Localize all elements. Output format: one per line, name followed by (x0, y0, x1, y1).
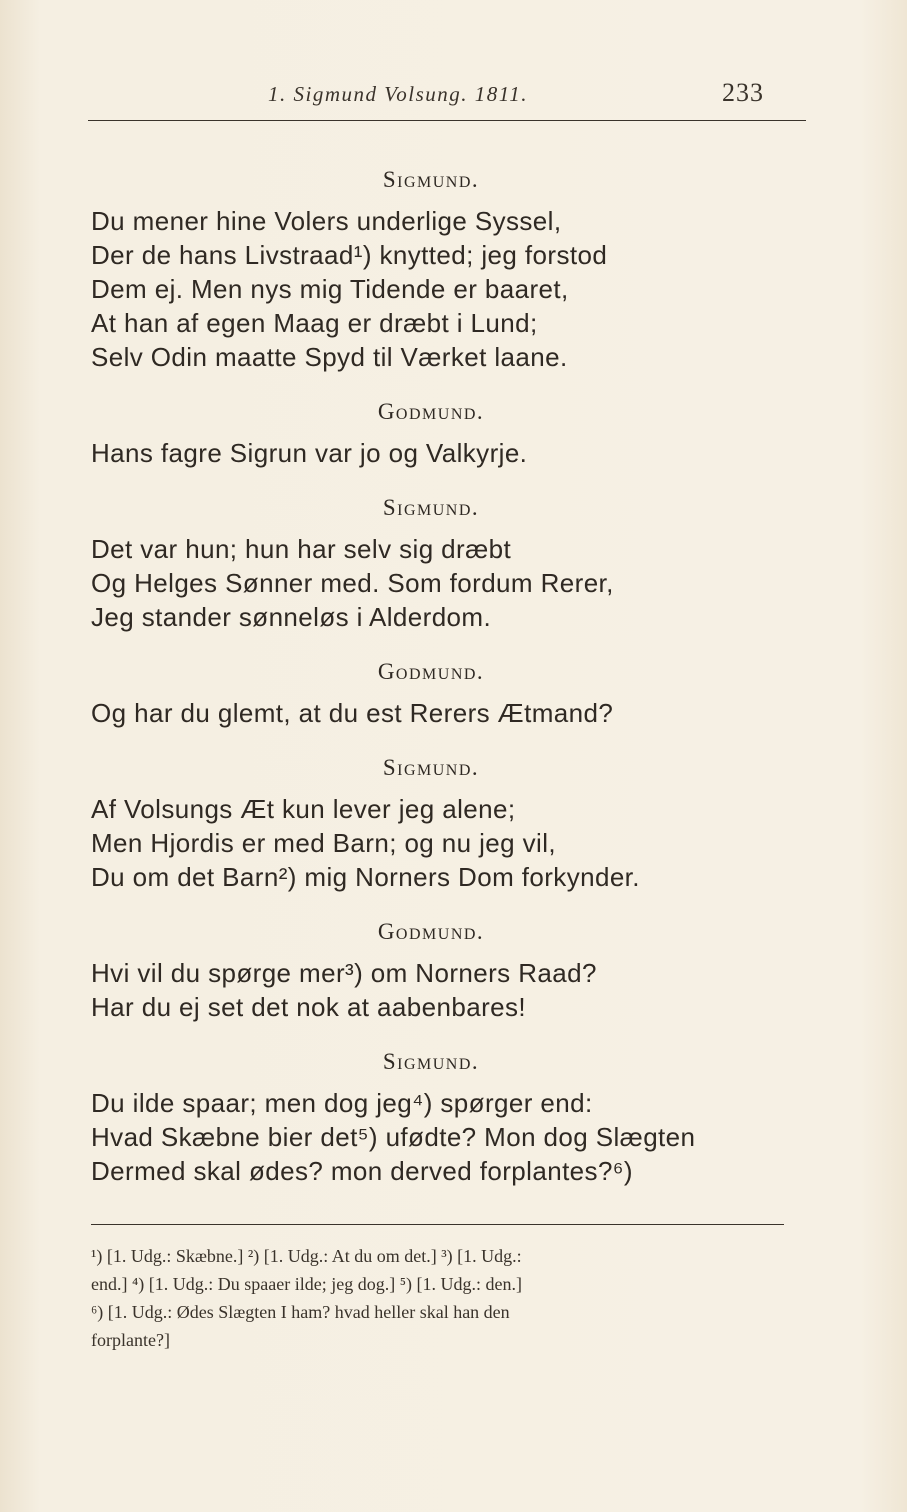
speech (91, 792, 811, 894)
speech (91, 532, 811, 634)
speaker-name: Sigmund. (382, 755, 480, 780)
passage (91, 166, 811, 398)
speech (91, 956, 811, 1024)
verse-line: Og Helges Sønner med. Som fordum Rerer, (91, 568, 614, 598)
verse-line: Hans fagre Sigrun var jo og Valkyrje. (91, 438, 528, 468)
verse-line: Du mener hine Volers underlige Syssel, (91, 206, 562, 236)
footnote-line: end.] ⁴) [1. Udg.: Du spaaer ilde; jeg dog.] ⁵) [1. Udg.: den.] (91, 1274, 522, 1294)
footnote-line: ¹) [1. Udg.: Skæbne.] ²) [1. Udg.: At du om det.] ³) [1. Udg.: (91, 1246, 522, 1266)
page-number: 233 (722, 78, 764, 107)
speaker-name: Godmund. (377, 399, 485, 424)
verse-line: Hvi vil du spørge mer³) om Norners Raad? (91, 958, 597, 988)
verse-line: Dem ej. Men nys mig Tidende er baaret, (91, 274, 569, 304)
verse-line: Af Volsungs Æt kun lever jeg alene; (91, 794, 516, 824)
passage (91, 494, 811, 658)
speaker-name: Godmund. (377, 659, 485, 684)
verse-line: Det var hun; hun har selv sig dræbt (91, 534, 512, 564)
footnote-line: ⁶) [1. Udg.: Ødes Slægten I ham? hvad heller skal han den (91, 1302, 510, 1322)
speaker-name: Godmund. (377, 919, 485, 944)
passage (91, 918, 811, 1048)
passage (91, 398, 811, 494)
running-title: 1. Sigmund Volsung. 1811. (268, 82, 528, 106)
verse-line: Der de hans Livstraad¹) knytted; jeg forstod (91, 240, 608, 270)
footnote-line: forplante?] (91, 1330, 170, 1350)
verse-line: Og har du glemt, at du est Rerers Ætmand? (91, 698, 614, 728)
speaker-name: Sigmund. (382, 167, 480, 192)
header-rule (88, 120, 806, 121)
verse-line: Dermed skal ødes? mon derved forplantes?⁶) (91, 1156, 633, 1186)
verse-line: Jeg stander sønneløs i Alderdom. (91, 602, 492, 632)
verse-line: Du ilde spaar; men dog jeg⁴) spørger end: (91, 1088, 593, 1118)
speaker-name: Sigmund. (382, 495, 480, 520)
verse-line: At han af egen Maag er dræbt i Lund; (91, 308, 538, 338)
footnote-rule (91, 1224, 784, 1225)
verse-line: Men Hjordis er med Barn; og nu jeg vil, (91, 828, 557, 858)
passage (91, 1048, 811, 1188)
footnotes (91, 1242, 791, 1354)
speaker-name: Sigmund. (382, 1049, 480, 1074)
speech (91, 204, 811, 374)
speech (91, 696, 811, 730)
verse-line: Har du ej set det nok at aabenbares! (91, 992, 527, 1022)
verse-line: Hvad Skæbne bier det⁵) ufødte? Mon dog Slægten (91, 1122, 696, 1152)
passage (91, 754, 811, 918)
running-head (88, 78, 788, 112)
verse-line: Du om det Barn²) mig Norners Dom forkynder. (91, 862, 640, 892)
speech (91, 436, 811, 470)
verse-line: Selv Odin maatte Spyd til Værket laane. (91, 342, 568, 372)
passage (91, 658, 811, 754)
dialogue (91, 166, 811, 1188)
speech (91, 1086, 811, 1188)
